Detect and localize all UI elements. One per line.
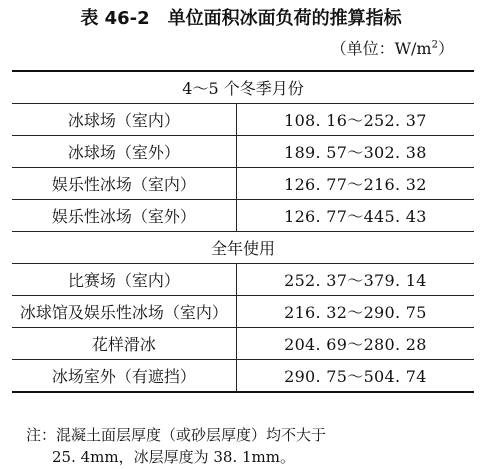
section-header: 4～5 个冬季月份 (12, 71, 474, 104)
rink-type-cell: 娱乐性冰场（室外） (12, 200, 236, 232)
load-range-cell: 189. 57～302. 38 (236, 136, 474, 168)
rink-type-cell: 冰球馆及娱乐性冰场（室内） (12, 296, 236, 328)
table-title: 表 46-2 单位面积冰面负荷的推算指标 (80, 8, 402, 29)
section-header-row (12, 71, 474, 104)
unit-label (331, 36, 454, 59)
rink-type-cell: 冰球场（室内） (12, 104, 236, 136)
unit-suffix: ） (437, 39, 454, 58)
rink-type-cell: 比赛场（室内） (12, 264, 236, 296)
load-index-table (12, 70, 474, 393)
section-header: 全年使用 (12, 232, 474, 264)
table-row (12, 360, 474, 393)
unit-superscript: 2 (431, 39, 438, 51)
rink-type-cell: 冰球场（室外） (12, 136, 236, 168)
load-range-cell: 204. 69～280. 28 (236, 328, 474, 360)
load-range-cell: 126. 77～445. 43 (236, 200, 474, 232)
load-range-cell: 108. 16～252. 37 (236, 104, 474, 136)
table-footnote (26, 424, 466, 468)
rink-type-cell: 冰场室外（有遮挡） (12, 360, 236, 393)
load-range-cell: 252. 37～379. 14 (236, 264, 474, 296)
table-row (12, 264, 474, 296)
rink-type-cell: 花样滑冰 (12, 328, 236, 360)
load-range-cell: 290. 75～504. 74 (236, 360, 474, 393)
table-row (12, 296, 474, 328)
load-range-cell: 216. 32～290. 75 (236, 296, 474, 328)
table-row (12, 104, 474, 136)
table-row (12, 200, 474, 232)
rink-type-cell: 娱乐性冰场（室内） (12, 168, 236, 200)
section-header-row (12, 232, 474, 264)
footnote-line-2: 25. 4mm，冰层厚度为 38. 1mm。 (52, 448, 295, 466)
unit-prefix: （单位：W/m (330, 39, 432, 58)
table-row (12, 328, 474, 360)
load-range-cell: 126. 77～216. 32 (236, 168, 474, 200)
table-row (12, 168, 474, 200)
footnote-line-1: 注：混凝土面层厚度（或砂层厚度）均不大于 (26, 426, 327, 444)
table-row (12, 136, 474, 168)
